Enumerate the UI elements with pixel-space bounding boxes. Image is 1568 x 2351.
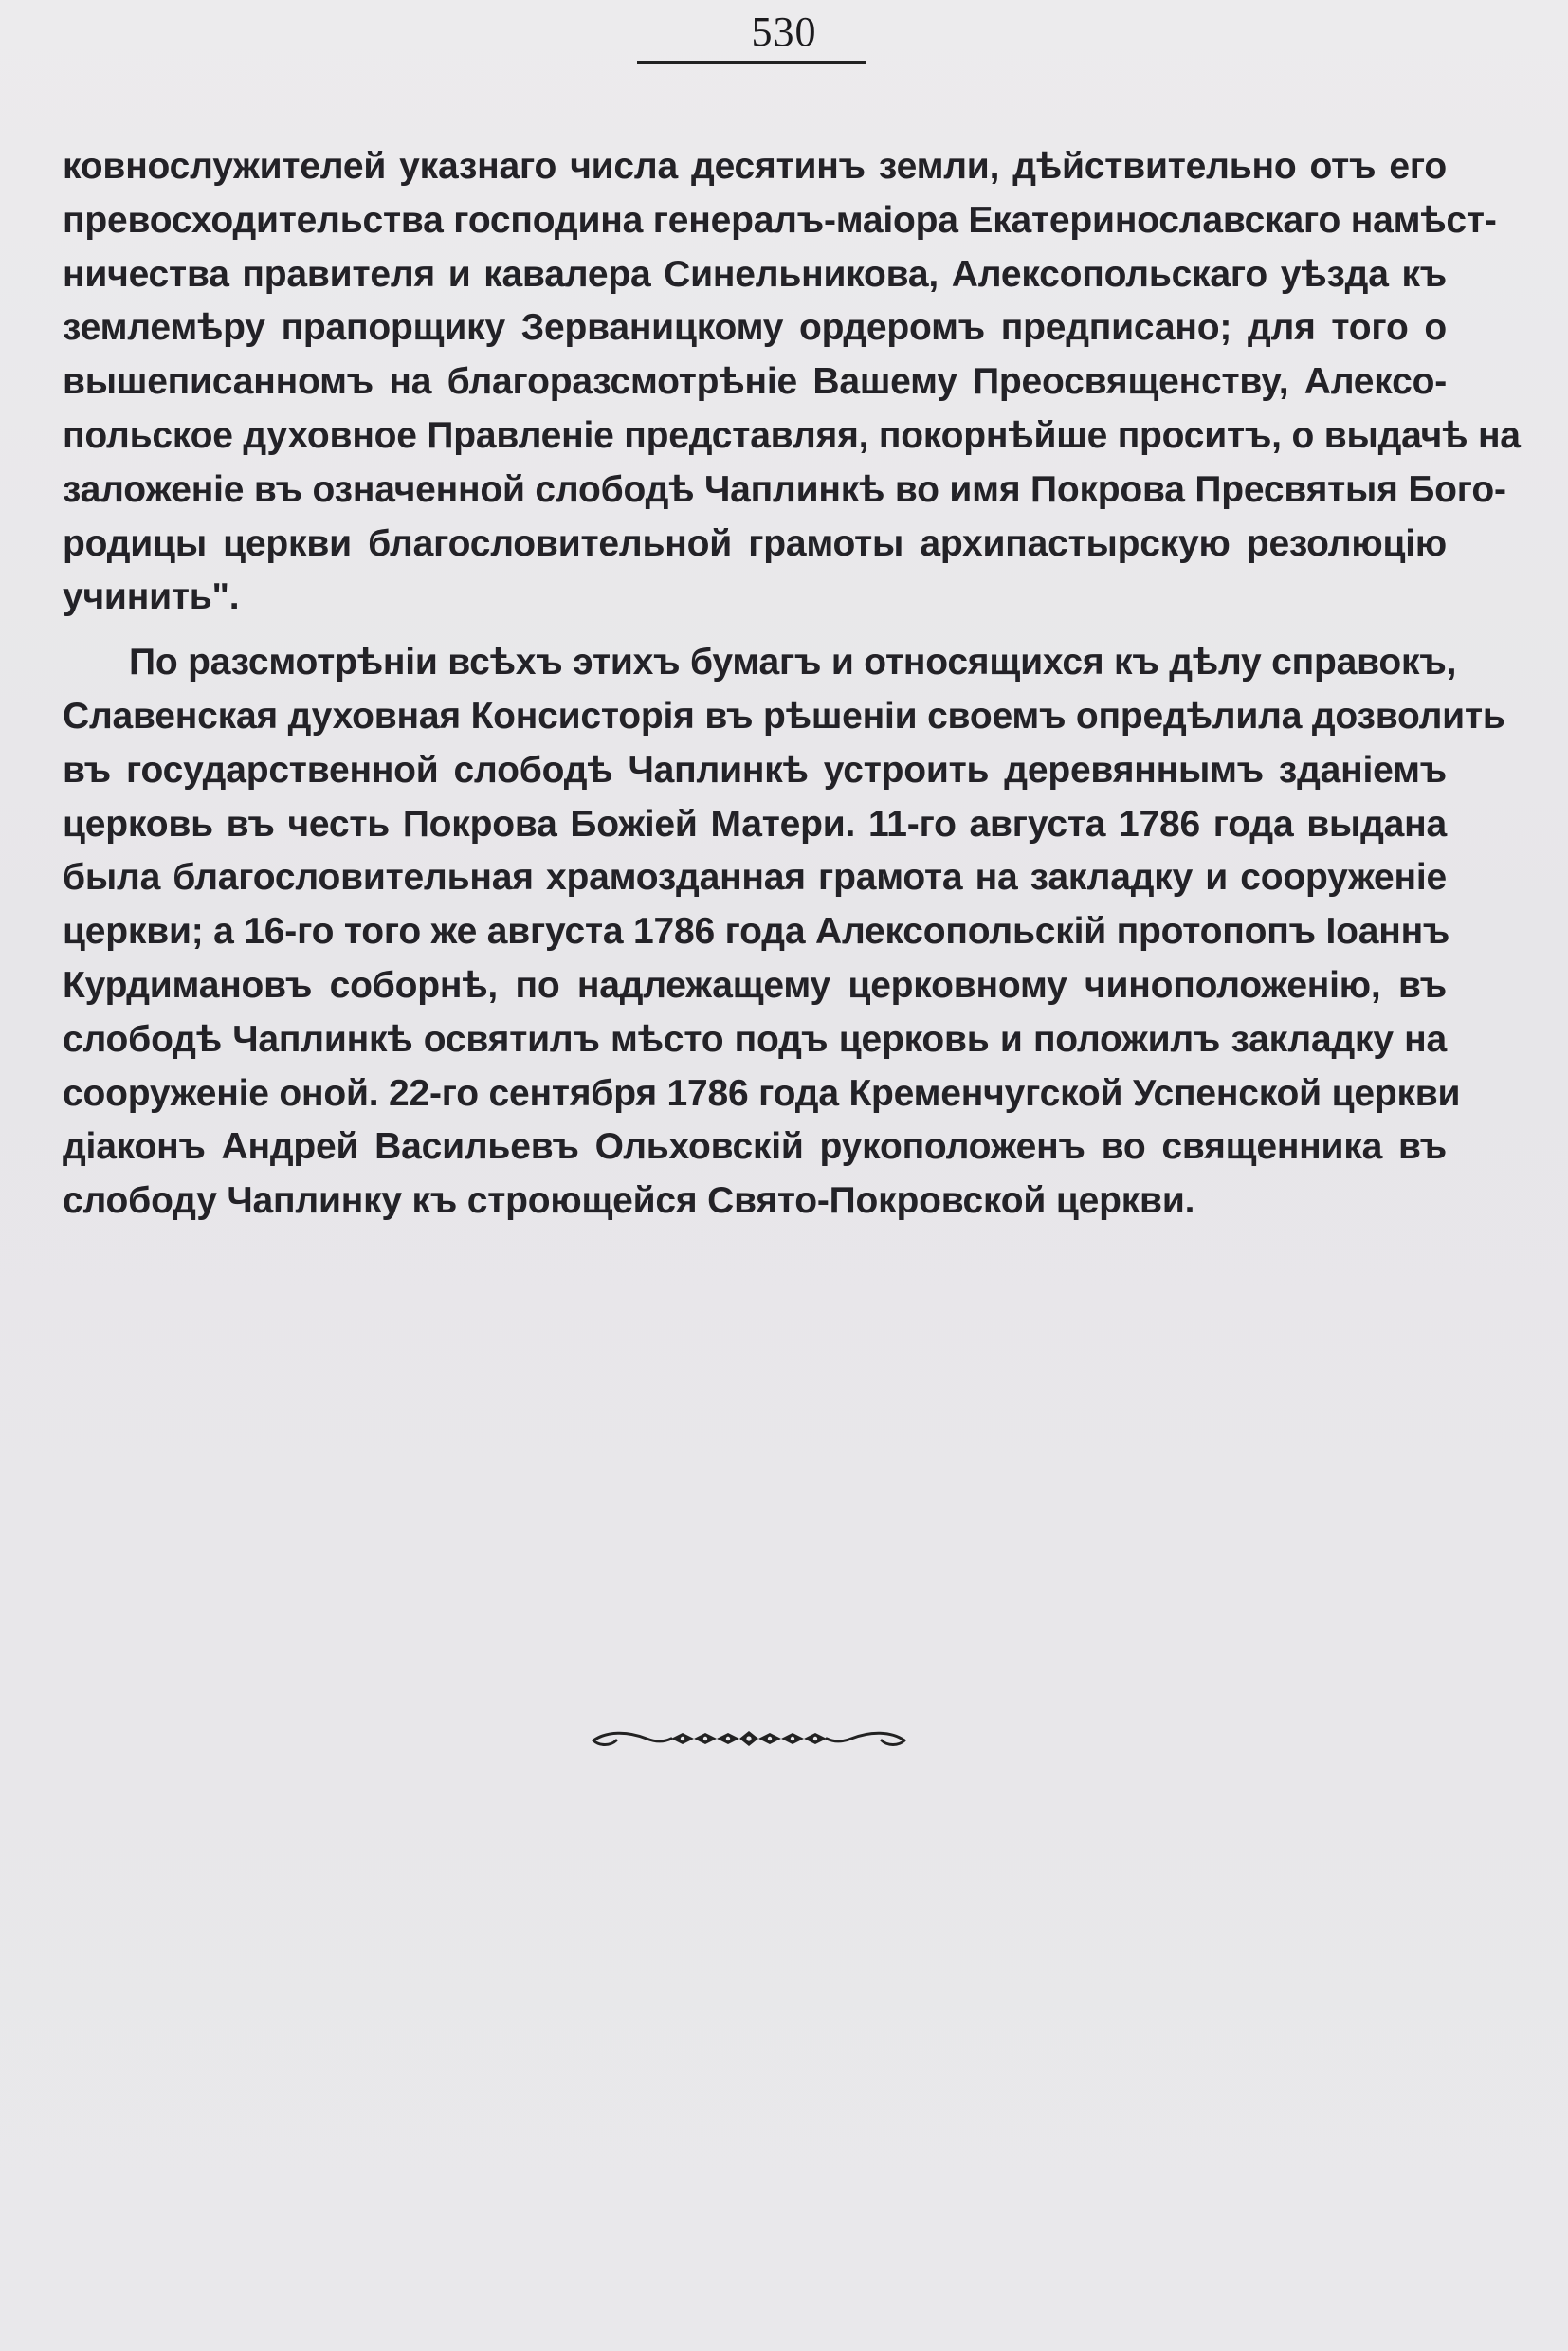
text-line: сооруженіе оной. 22-го сентября 1786 года Кременчугской Успенской церкви xyxy=(63,1072,1461,1114)
text-line: учинить". xyxy=(63,576,240,618)
text-line: землемѣру прапорщику Зерваницкому ордеромъ предписано; для того о xyxy=(63,307,1447,349)
paragraph-2 xyxy=(63,636,1505,1229)
text-line: заложеніе въ означенной слободѣ Чаплинкѣ во имя Покрова Пресвятыя Бого- xyxy=(63,468,1506,510)
page-header xyxy=(0,8,1568,57)
ornament-divider-icon xyxy=(590,1723,908,1756)
text-line: церкви; а 16-го того же августа 1786 года Алексопольскій протопопъ Іоаннъ xyxy=(63,911,1450,953)
text-line: слободѣ Чаплинкѣ освятилъ мѣсто подъ церковь и положилъ закладку на xyxy=(63,1018,1447,1060)
text-line: ничества правителя и кавалера Синельникова, Алексопольскаго уѣзда къ xyxy=(63,253,1447,295)
text-line: слободу Чаплинку къ строющейся Свято-Покровской церкви. xyxy=(63,1180,1195,1222)
text-line: По разсмотрѣніи всѣхъ этихъ бумагъ и относящихся къ дѣлу справокъ, xyxy=(129,642,1457,683)
text-line: превосходительства господина генералъ-маіора Екатеринославскаго намѣст- xyxy=(63,199,1497,241)
text-line: діаконъ Андрей Васильевъ Ольховскій рукоположенъ во священника въ xyxy=(63,1126,1447,1168)
text-line: Курдимановъ соборнѣ, по надлежащему церковному чиноположенію, въ xyxy=(63,964,1447,1006)
text-line: церковь въ честь Покрова Божіей Матери. 11-го августа 1786 года выдана xyxy=(63,803,1447,845)
text-line: польское духовное Правленіе представляя, покорнѣйше проситъ, о выдачѣ на xyxy=(63,414,1521,456)
text-line: вышеписанномъ на благоразсмотрѣніе Вашему Преосвященству, Алексо- xyxy=(63,361,1447,403)
text-line: ковнослужителей указнаго числа десятинъ земли, дѣйствительно отъ его xyxy=(63,146,1447,187)
page-number: 530 xyxy=(751,9,817,55)
text-line: была благословительная храмозданная грамота на закладку и сооруженіе xyxy=(63,857,1447,899)
body-text xyxy=(63,140,1521,1229)
text-line: въ государственной слободѣ Чаплинкѣ устроить деревяннымъ зданіемъ xyxy=(63,749,1447,791)
paragraph-gap xyxy=(63,625,1447,636)
page-number-rule xyxy=(637,61,866,64)
text-line: Славенская духовная Консисторія въ рѣшеніи своемъ опредѣлила дозволить xyxy=(63,695,1505,737)
text-line: родицы церкви благословительной грамоты архипастырскую резолюцію xyxy=(63,522,1447,564)
paragraph-1 xyxy=(63,140,1521,625)
